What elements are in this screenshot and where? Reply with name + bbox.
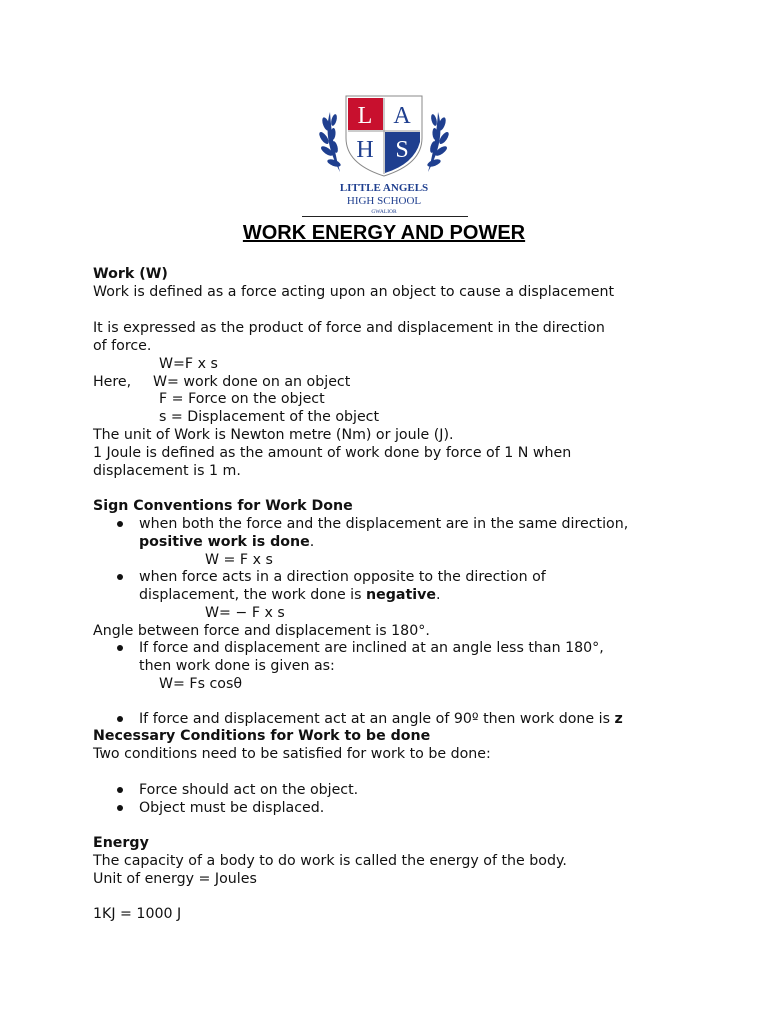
sign-b1-end: . xyxy=(309,534,315,550)
conditions-intro: Two conditions need to be satisfied for work to be done: xyxy=(93,746,491,762)
logo-divider xyxy=(302,216,468,217)
sign-b2-line1: when force acts in a direction opposite to the direction of xyxy=(139,569,546,585)
sign-b4-pre: If force and displacement act at an angle of 90º then work done is xyxy=(139,711,615,727)
logo-letter-s: S xyxy=(395,137,409,163)
sign-b1-line1: when both the force and the displacement are in the same direction, xyxy=(139,516,629,532)
bullet-icon xyxy=(117,787,123,793)
logo-city: GWALIOR xyxy=(371,209,397,215)
work-formula: W=F x s xyxy=(159,356,218,372)
conditions-heading: Necessary Conditions for Work to be done xyxy=(93,728,431,744)
sign-heading: Sign Conventions for Work Done xyxy=(93,498,353,514)
shield-icon xyxy=(346,96,422,176)
logo-school-name-2: HIGH SCHOOL xyxy=(346,195,422,207)
work-heading: Work (W) xyxy=(93,266,168,282)
sign-b1-line2 xyxy=(139,533,314,551)
bullet-icon xyxy=(117,645,123,651)
bullet-icon xyxy=(117,805,123,811)
sign-b2-line2 xyxy=(139,586,441,604)
work-definition: Work is defined as a force acting upon an object to cause a displacement xyxy=(93,284,615,300)
bullet-icon xyxy=(117,716,123,722)
positive-work-text: positive work is done xyxy=(139,534,310,550)
joule-line1: 1 Joule is defined as the amount of work done by force of 1 N when xyxy=(93,445,572,461)
energy-unit: Unit of energy = Joules xyxy=(93,871,257,887)
work-expressed-line2: of force. xyxy=(93,338,152,354)
school-logo xyxy=(318,94,450,216)
energy-definition: The capacity of a body to do work is called the energy of the body. xyxy=(93,853,567,869)
sign-b1-formula: W = F x s xyxy=(205,552,273,568)
logo-school-name-1: LITTLE ANGELS xyxy=(339,182,429,194)
laurel-left-icon xyxy=(318,112,342,172)
bullet-icon xyxy=(117,574,123,580)
sign-b2-formula: W= − F x s xyxy=(205,605,285,621)
sign-b2-pre: displacement, the work done is xyxy=(139,587,367,603)
sign-b4-line xyxy=(139,710,623,728)
condition-item: Force should act on the object. xyxy=(139,782,359,798)
logo-letter-l: L xyxy=(357,103,373,129)
sign-b3-line1: If force and displacement are inclined at an angle less than 180°, xyxy=(139,640,604,656)
energy-heading: Energy xyxy=(93,835,149,851)
joule-line2: displacement is 1 m. xyxy=(93,463,241,479)
here-label: Here, xyxy=(93,374,132,390)
sign-b4-bold: z xyxy=(614,711,623,727)
sign-b3-formula: W= Fs cosθ xyxy=(159,676,243,692)
condition-item: Object must be displaced. xyxy=(139,800,325,816)
negative-text: negative xyxy=(366,587,436,603)
angle-text: Angle between force and displacement is 180°. xyxy=(93,623,430,639)
energy-kj: 1KJ = 1000 J xyxy=(93,906,182,922)
work-unit: The unit of Work is Newton metre (Nm) or joule (J). xyxy=(93,427,454,443)
logo-letter-h: H xyxy=(356,137,374,163)
here-s: s = Displacement of the object xyxy=(159,409,380,425)
work-expressed-line1: It is expressed as the product of force and displacement in the direction xyxy=(93,320,605,336)
here-f: F = Force on the object xyxy=(159,391,325,407)
here-w: W= work done on an object xyxy=(153,374,351,390)
page-title: WORK ENERGY AND POWER xyxy=(242,222,526,244)
bullet-icon xyxy=(117,521,123,527)
logo-letter-a: A xyxy=(393,103,411,129)
sign-b2-end: . xyxy=(436,587,441,603)
sign-b3-line2: then work done is given as: xyxy=(139,658,335,674)
laurel-right-icon xyxy=(426,112,450,172)
